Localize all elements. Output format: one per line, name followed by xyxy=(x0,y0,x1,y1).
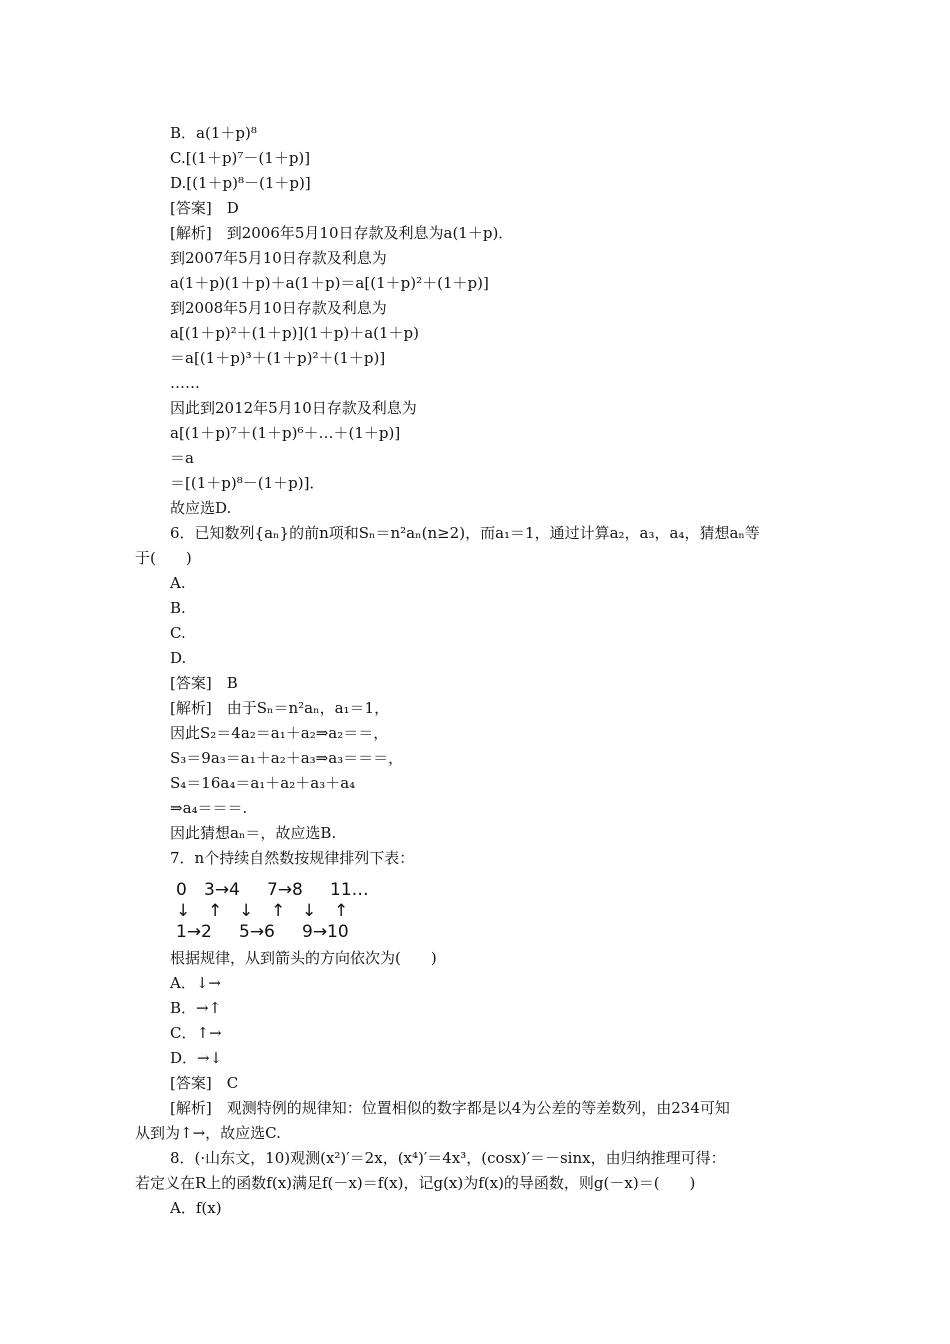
text-line: D.[(1＋p)⁸－(1＋p)] xyxy=(170,174,311,192)
text-line: S₃＝9a₃＝a₁＋a₂＋a₃⇒a₃＝＝＝， xyxy=(170,749,404,767)
text-line: 到2007年5月10日存款及利息为 xyxy=(170,249,387,267)
text-line: B．→↑ xyxy=(170,999,222,1017)
table-cell: 3→4 xyxy=(204,880,240,900)
text-line: 根据规律，从到箭头的方向依次为( ) xyxy=(170,949,437,967)
text-line: [答案] C xyxy=(170,1074,239,1092)
table-cell: 11… xyxy=(330,880,369,900)
text-line: 从到为↑→，故应选C. xyxy=(135,1124,281,1142)
text-line: …… xyxy=(170,374,200,392)
text-line: 8．(·山东文，10)观测(x²)′＝2x，(x⁴)′＝4x³，(cosx)′＝－sinx，由归纳推理可得： xyxy=(170,1149,726,1167)
text-line: S₄＝16a₄＝a₁＋a₂＋a₃＋a₄ xyxy=(170,774,356,792)
text-line: 到2008年5月10日存款及利息为 xyxy=(170,299,387,317)
text-line: C．↑→ xyxy=(170,1024,222,1042)
text-line: a(1＋p)(1＋p)＋a(1＋p)＝a[(1＋p)²＋(1＋p)] xyxy=(170,274,489,292)
text-line: 因此S₂＝4a₂＝a₁＋a₂⇒a₂＝＝， xyxy=(170,724,389,742)
table-cell: 9→10 xyxy=(302,922,349,942)
text-line: C.[(1＋p)⁷－(1＋p)] xyxy=(170,149,311,167)
text-line: ＝a xyxy=(170,449,194,467)
text-line: C. xyxy=(170,624,186,642)
text-line: D．→↓ xyxy=(170,1049,223,1067)
text-line: 因此到2012年5月10日存款及利息为 xyxy=(170,399,417,417)
text-line: B. xyxy=(170,599,186,617)
table-cell: 1→2 xyxy=(176,922,212,942)
text-line: [解析] 到2006年5月10日存款及利息为a(1＋p)． xyxy=(170,224,514,242)
text-line: A．f(x) xyxy=(170,1199,222,1217)
table-cell: 0 xyxy=(176,880,187,900)
table-cell: ↑ xyxy=(334,901,349,921)
text-line: a[(1＋p)⁷＋(1＋p)⁶＋…＋(1＋p)] xyxy=(170,424,401,442)
text-line: ＝[(1＋p)⁸－(1＋p)]． xyxy=(170,474,325,492)
table-cell: 5→6 xyxy=(239,922,275,942)
text-line: 因此猜想aₙ＝，故应选B. xyxy=(170,824,337,842)
table-cell: ↓ xyxy=(302,901,317,921)
number-arrangement-table xyxy=(176,880,376,942)
text-line: B．a(1＋p)⁸ xyxy=(170,124,257,142)
text-line: A．↓→ xyxy=(170,974,221,992)
text-line: [答案] B xyxy=(170,674,238,692)
text-line: 若定义在R上的函数f(x)满足f(－x)＝f(x)，记g(x)为f(x)的导函数，则g(－x)＝( ) xyxy=(135,1174,696,1192)
text-line: 于( ) xyxy=(135,549,192,567)
text-line: D. xyxy=(170,649,187,667)
text-line: 故应选D. xyxy=(170,499,232,517)
table-cell: ↓ xyxy=(239,901,254,921)
text-line: ⇒a₄＝＝＝. xyxy=(170,799,248,817)
table-cell: ↑ xyxy=(271,901,286,921)
table-cell: 7→8 xyxy=(267,880,303,900)
text-line: [答案] D xyxy=(170,199,239,217)
text-line: [解析] 观测特例的规律知：位置相似的数字都是以4为公差的等差数列，由234可知 xyxy=(170,1099,730,1117)
text-line: 6．已知数列{aₙ}的前n项和Sₙ＝n²aₙ(n≥2)，而a₁＝1，通过计算a₂，a₃，a₄，猜想aₙ等 xyxy=(170,524,760,542)
text-line: a[(1＋p)²＋(1＋p)](1＋p)＋a(1＋p) xyxy=(170,324,420,342)
text-line: ＝a[(1＋p)³＋(1＋p)²＋(1＋p)] xyxy=(170,349,386,367)
table-cell: ↑ xyxy=(208,901,223,921)
text-line: A. xyxy=(170,574,186,592)
table-cell: ↓ xyxy=(176,901,191,921)
text-line: [解析] 由于Sₙ＝n²aₙ，a₁＝1， xyxy=(170,699,390,717)
text-line: 7．n个持续自然数按规律排列下表： xyxy=(170,849,415,867)
